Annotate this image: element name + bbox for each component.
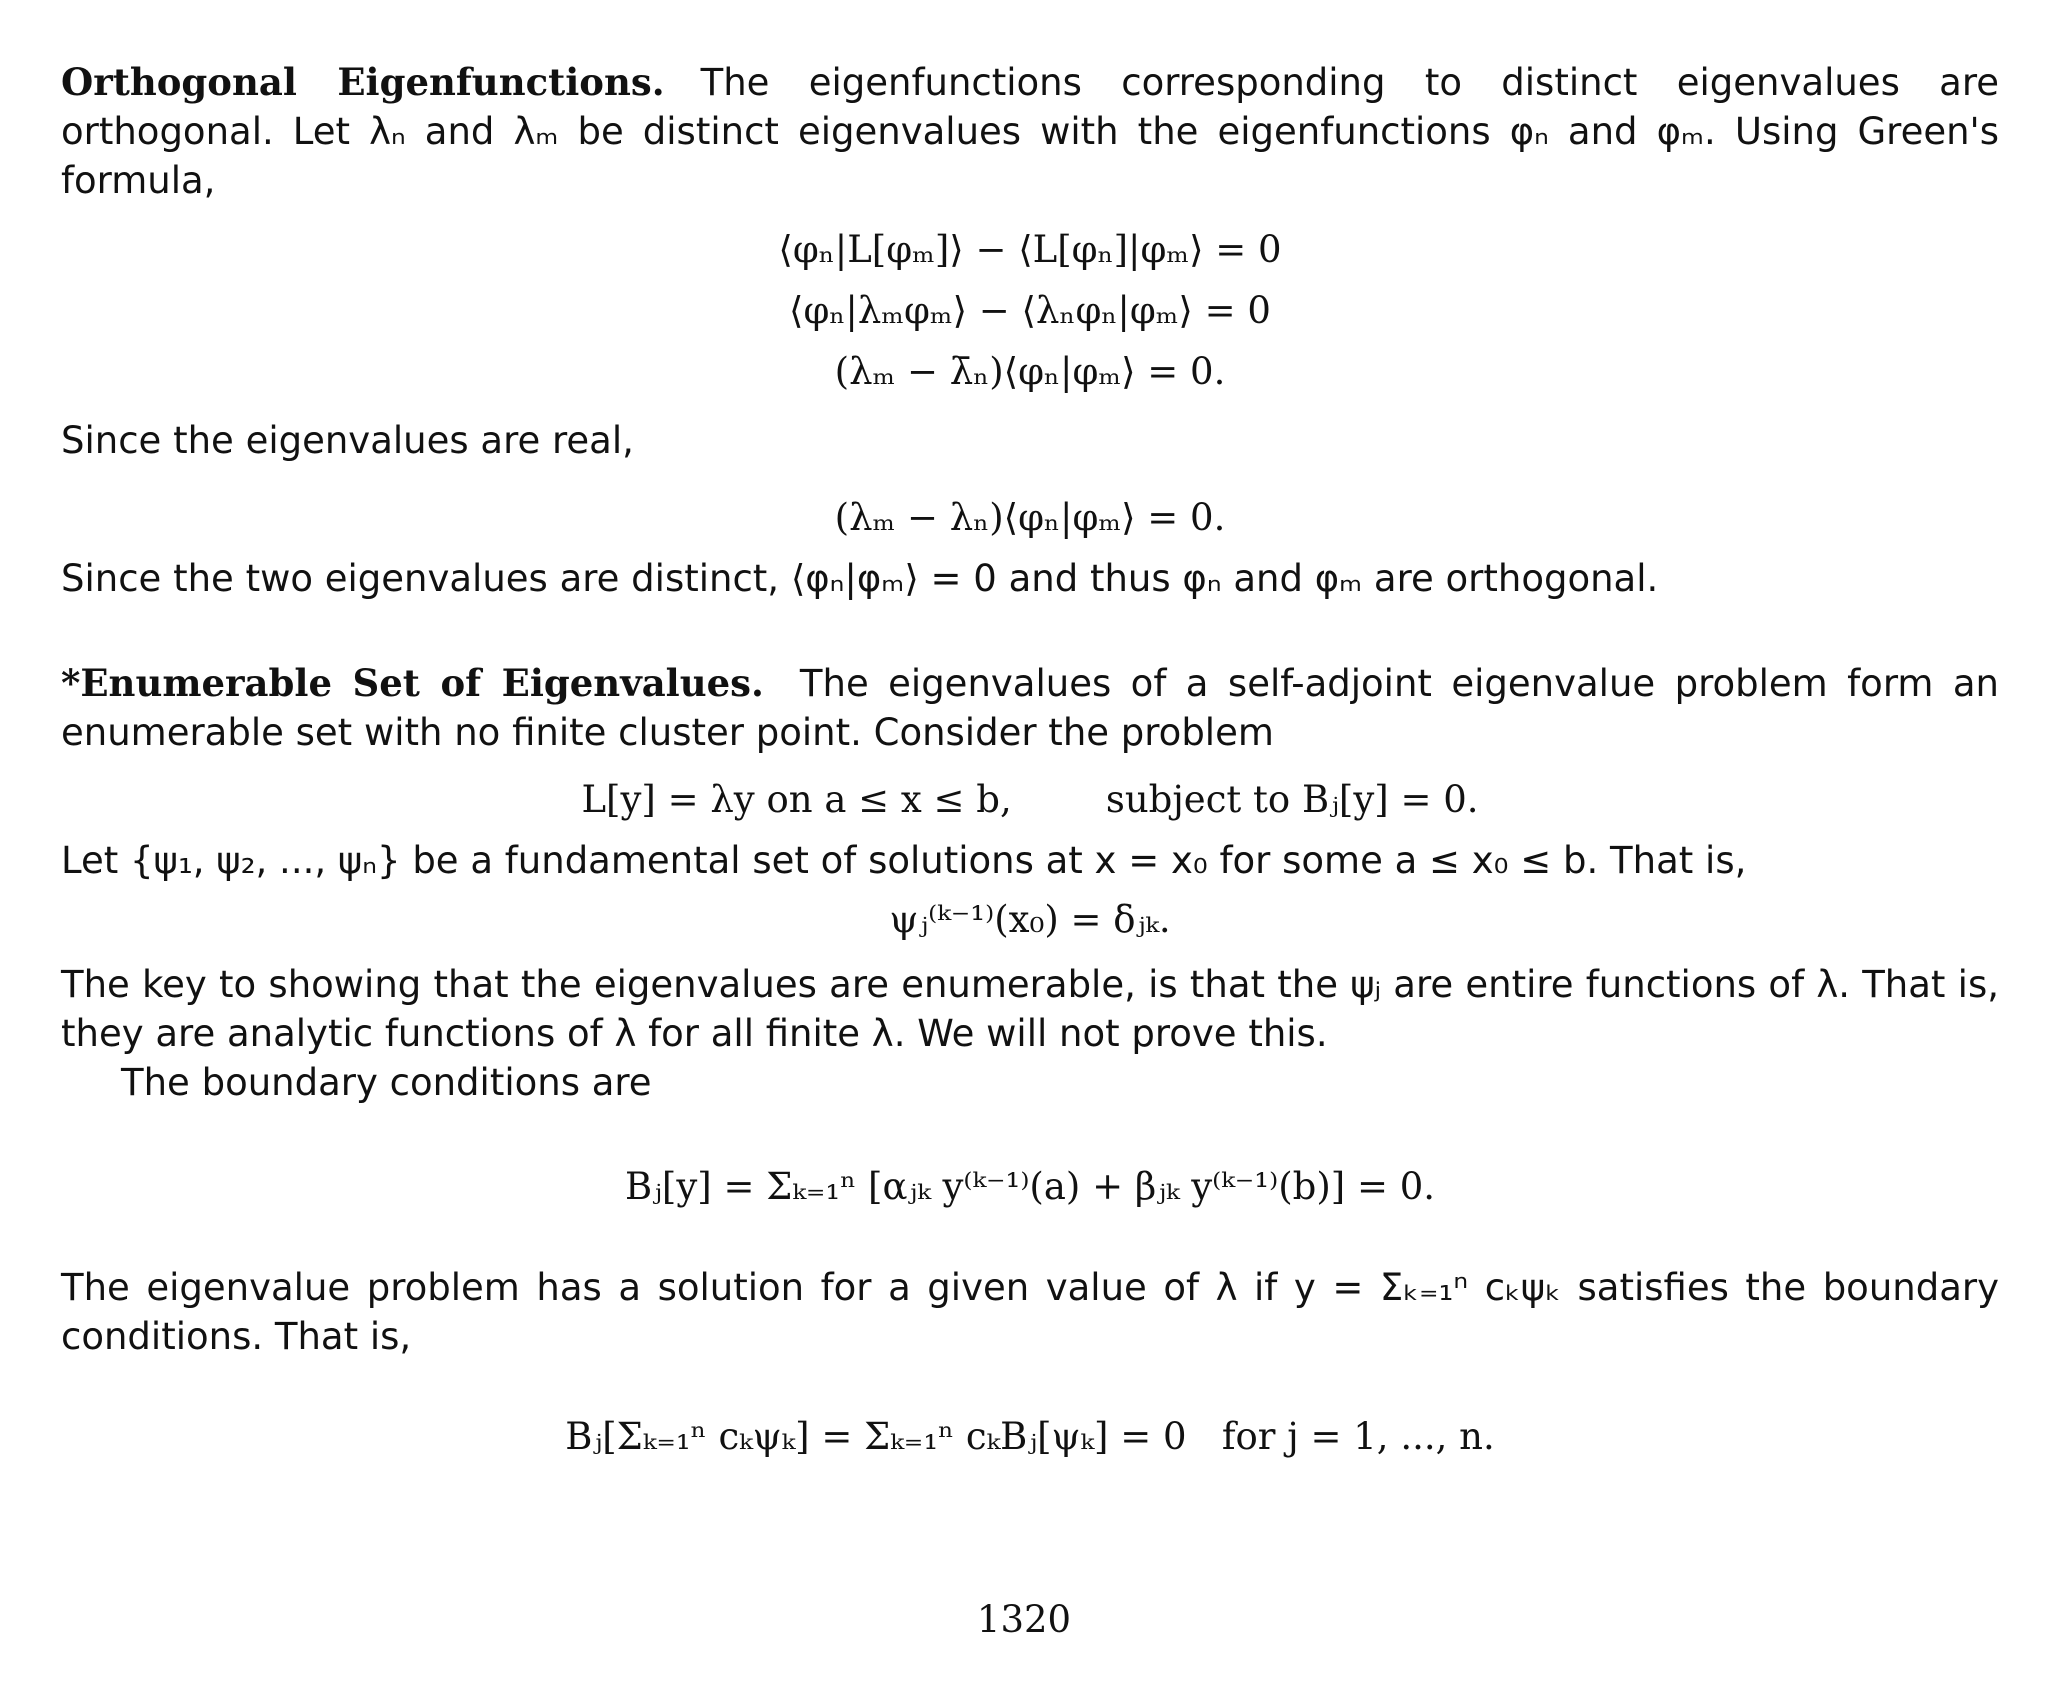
green-equation-3: (λₘ − λ̄ₙ)⟨φₙ|φₘ⟩ = 0. (834, 350, 1226, 393)
boundary-conditions-text: The boundary conditions are (121, 1061, 652, 1104)
problem-equation: L[y] = λy on a ≤ x ≤ b, subject to Bⱼ[y] = 0. (581, 778, 1479, 821)
green-equation-1: ⟨φₙ|L[φₘ]⟩ − ⟨L[φₙ]|φₘ⟩ = 0 (778, 228, 1282, 271)
kronecker-delta-equation: ψⱼ⁽ᵏ⁻¹⁾(x₀) = δⱼₖ. (889, 898, 1171, 941)
boundary-condition-equation: Bⱼ[y] = Σₖ₌₁ⁿ [αⱼₖ y⁽ᵏ⁻¹⁾(a) + βⱼₖ y⁽ᵏ⁻¹⁾(b)] = 0. (624, 1165, 1436, 1208)
enumerable-heading: *Enumerable Set of Eigenvalues. (61, 661, 764, 705)
solution-condition-text: The eigenvalue problem has a solution for a given value of λ if y = Σₖ₌₁ⁿ cₖψₖ satisfies the boundary conditions. That is, (61, 1266, 1999, 1358)
page-content (61, 58, 1999, 1487)
enumerable-intro (61, 659, 1999, 757)
entire-functions-text: The key to showing that the eigenvalues are enumerable, is that the ψⱼ are entire functions of λ. That is, they are analytic functions of λ for all finite λ. We will not prove this. (61, 963, 1999, 1055)
enumerable-intro-text: The eigenvalues of a self-adjoint eigenvalue problem form an enumerable set with no finite cluster point. Consider the problem (61, 662, 1999, 754)
fundamental-set-text: Let {ψ₁, ψ₂, ..., ψₙ} be a fundamental set of solutions at x = x₀ for some a ≤ x₀ ≤ b. That is, (61, 839, 1747, 882)
orthogonal-intro (61, 58, 1999, 205)
real-eigenvalue-equation: (λₘ − λₙ)⟨φₙ|φₘ⟩ = 0. (834, 496, 1226, 539)
orthogonal-heading: Orthogonal Eigenfunctions. (61, 60, 665, 104)
eigenvalues-real-text: Since the eigenvalues are real, (61, 419, 634, 462)
linear-system-equation: Bⱼ[Σₖ₌₁ⁿ cₖψₖ] = Σₖ₌₁ⁿ cₖBⱼ[ψₖ] = 0 for j = 1, ..., n. (565, 1415, 1495, 1458)
orthogonality-conclusion: Since the two eigenvalues are distinct, ⟨φₙ|φₘ⟩ = 0 and thus φₙ and φₘ are orthogonal. (61, 557, 1659, 600)
page-number: 1320 (976, 1598, 1072, 1641)
green-equation-2: ⟨φₙ|λₘφₘ⟩ − ⟨λₙφₙ|φₘ⟩ = 0 (789, 289, 1271, 332)
orthogonal-intro-text: The eigenfunctions corresponding to distinct eigenvalues are orthogonal. Let λₙ and λₘ be distinct eigenvalues with the eigenfunctions φₙ and φₘ. Using Green's formula, (61, 61, 2000, 202)
